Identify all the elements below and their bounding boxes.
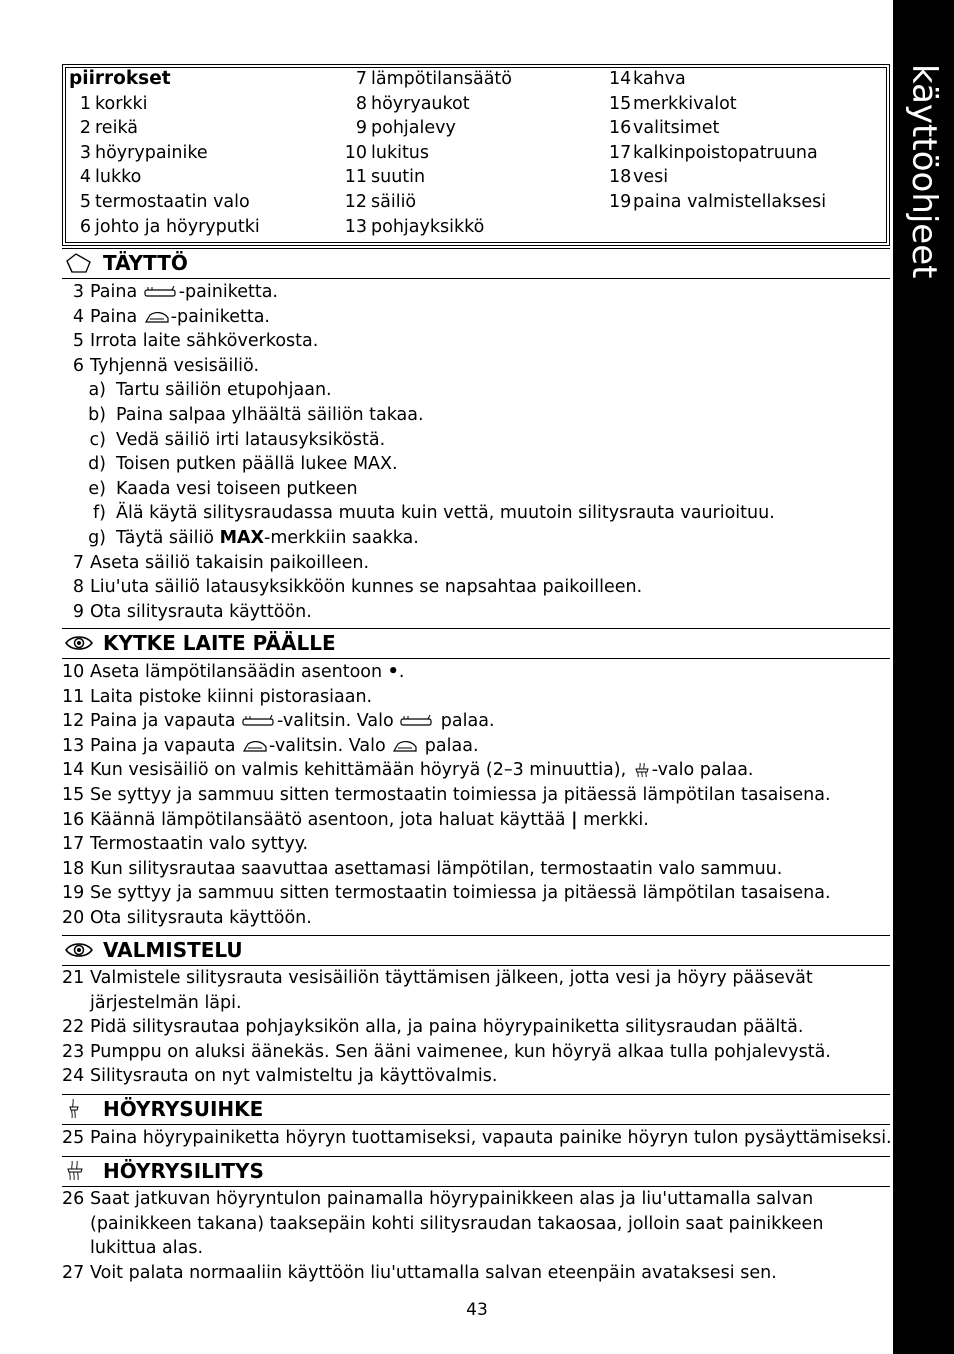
side-tab-label: käyttöohjeet [904,64,944,279]
steam-ironing-steps [62,1187,890,1285]
steam-iron-button-icon [242,714,276,728]
iron-button-icon [242,738,268,754]
section-title: HÖYRYSUIHKE [103,1097,264,1121]
part-item: 14kahva [609,69,686,89]
part-item: 1 korkki [79,93,148,114]
section-header-steam-burst [62,1094,890,1125]
part-item: 11 suutin [344,167,426,188]
iron-light-icon [392,738,418,754]
list-item: 27 Voit palata normaaliin käyttöön liu'uttamalla salvan eteenpäin avataksesi sen. [62,1262,777,1283]
list-item: 11 Laita pistoke kiinni pistorasiaan. [62,686,373,707]
page-number: 43 [466,1300,488,1320]
parts-column-1 [69,67,260,239]
part-item: 17kalkinpoistopatruuna [609,142,818,163]
list-item: 20 Ota silitysrauta käyttöön. [62,907,312,928]
part-item: 3 höyrypainike [79,142,208,163]
steam-burst-steps [62,1126,890,1151]
parts-column-2 [339,67,512,239]
part-item: 2 reikä [79,118,138,139]
list-item: 7 Aseta säiliö takaisin paikoilleen. [72,552,370,573]
eye-icon [64,632,94,654]
list-item: 22 Pidä silitysrautaa pohjayksikön alla, ja paina höyrypainiketta silitysraudan päältä. [62,1017,804,1038]
section-header-steam-ironing [62,1156,890,1187]
parts-table [62,64,890,246]
part-item: 5 termostaatin valo [79,191,250,212]
list-item: g) Täytä säiliö MAX-merkkiin saakka. [88,527,419,548]
list-item: 25 Paina höyrypainiketta höyryn tuottamiseksi, vapauta painike höyryn tulon pysäyttämiseksi. [62,1128,892,1148]
section-header-prepare [62,935,890,966]
steam-iron-icon [64,1160,94,1182]
fill-steps [62,280,890,624]
list-item: 5 Irrota laite sähköverkosta. [72,331,319,352]
steam-ready-icon [633,761,651,779]
prepare-steps [62,966,890,1089]
section-header-fill [62,248,890,279]
part-item: 13 pohjayksikkö [344,216,485,237]
part-item: 19paina valmistellaksesi [609,191,827,212]
list-item: 18 Kun silitysrautaa saavuttaa asettamasi lämpötilan, termostaatin valo sammuu. [62,858,783,879]
list-item: 8 Liu'uta säiliö latausyksikköön kunnes se napsahtaa paikoilleen. [72,577,643,598]
eye-icon [64,939,94,961]
list-item: c) Vedä säiliö irti latausyksiköstä. [89,429,386,450]
list-item: b) Paina salpaa ylhäältä säiliön takaa. [88,404,424,425]
list-item: 17 Termostaatin valo syttyy. [62,834,309,855]
part-item: 16valitsimet [609,118,720,139]
section-header-switch-on [62,628,890,659]
list-item: d) Toisen putken päällä lukee MAX. [88,454,398,475]
part-item: 12 säiliö [344,191,417,212]
list-item: 19 Se syttyy ja sammuu sitten termostaatin toimiessa ja pitäessä lämpötilan tasaisena. [62,883,831,904]
list-item: a) Tartu säiliön etupohjaan. [88,380,332,401]
part-item: 6 johto ja höyryputki [79,216,260,237]
list-item: f) Älä käytä silitysraudassa muuta kuin vettä, muutoin silitysrauta vaurioituu. [93,503,775,524]
part-item: 10 lukitus [344,142,430,163]
list-item: e) Kaada vesi toiseen putkeen [88,478,358,499]
list-item: 21 Valmistele silitysrauta vesisäiliön täyttämisen jälkeen, jotta vesi ja höyry pääsevät järjestelmän läpi. [62,968,813,1013]
list-item: 4 Paina -painiketta. [72,306,270,327]
section-title: HÖYRYSILITYS [103,1159,264,1183]
steam-iron-button-icon [144,285,178,299]
part-item: 7 lämpötilansäätö [355,69,512,89]
part-item: 15merkkivalot [609,93,737,114]
list-item: 16 Käännä lämpötilansäätö asentoon, jota haluat käyttää | merkki. [62,809,649,830]
list-item: 14 Kun vesisäiliö on valmis kehittämään höyryä (2–3 minuuttia), -valo palaa. [62,760,754,781]
section-title: TÄYTTÖ [103,251,188,275]
list-item: 3 Paina -painiketta. [72,282,278,302]
list-item: 9 Ota silitysrauta käyttöön. [72,601,312,622]
list-item: 6 Tyhjennä vesisäiliö. [72,355,260,376]
steam-iron-light-icon [400,714,434,728]
switch-on-steps [62,660,890,931]
jug-icon [64,252,94,274]
list-item: 15 Se syttyy ja sammuu sitten termostaatin toimiessa ja pitäessä lämpötilan tasaisena. [62,784,831,805]
section-title: KYTKE LAITE PÄÄLLE [103,631,336,655]
part-item: 18vesi [609,167,669,188]
part-item: 4 lukko [79,167,142,188]
list-item: 26 Saat jatkuvan höyryntulon painamalla höyrypainikkeen alas ja liu'uttamalla salvan (painikkeen takana) taaksepäin kohti silitysraudan takaosaa, jolloin saat painikkeen lukittua alas. [62,1189,824,1259]
list-item: 10 Aseta lämpötilansäädin asentoon •. [62,662,405,682]
section-title: VALMISTELU [103,938,243,962]
list-item: 12 Paina ja vapauta -valitsin. Valo palaa. [62,711,495,732]
list-item: 13 Paina ja vapauta -valitsin. Valo palaa. [62,735,479,756]
steam-burst-icon [64,1098,94,1120]
iron-button-icon [144,309,170,325]
parts-column-3 [609,67,826,215]
parts-heading: piirrokset [69,68,171,89]
part-item: 8 höyryaukot [355,93,470,114]
part-item: 9 pohjalevy [355,118,456,139]
list-item: 23 Pumppu on aluksi äänekäs. Sen ääni vaimenee, kun höyryä alkaa tulla pohjalevystä. [62,1041,831,1062]
list-item: 24 Silitysrauta on nyt valmisteltu ja käyttövalmis. [62,1066,498,1087]
